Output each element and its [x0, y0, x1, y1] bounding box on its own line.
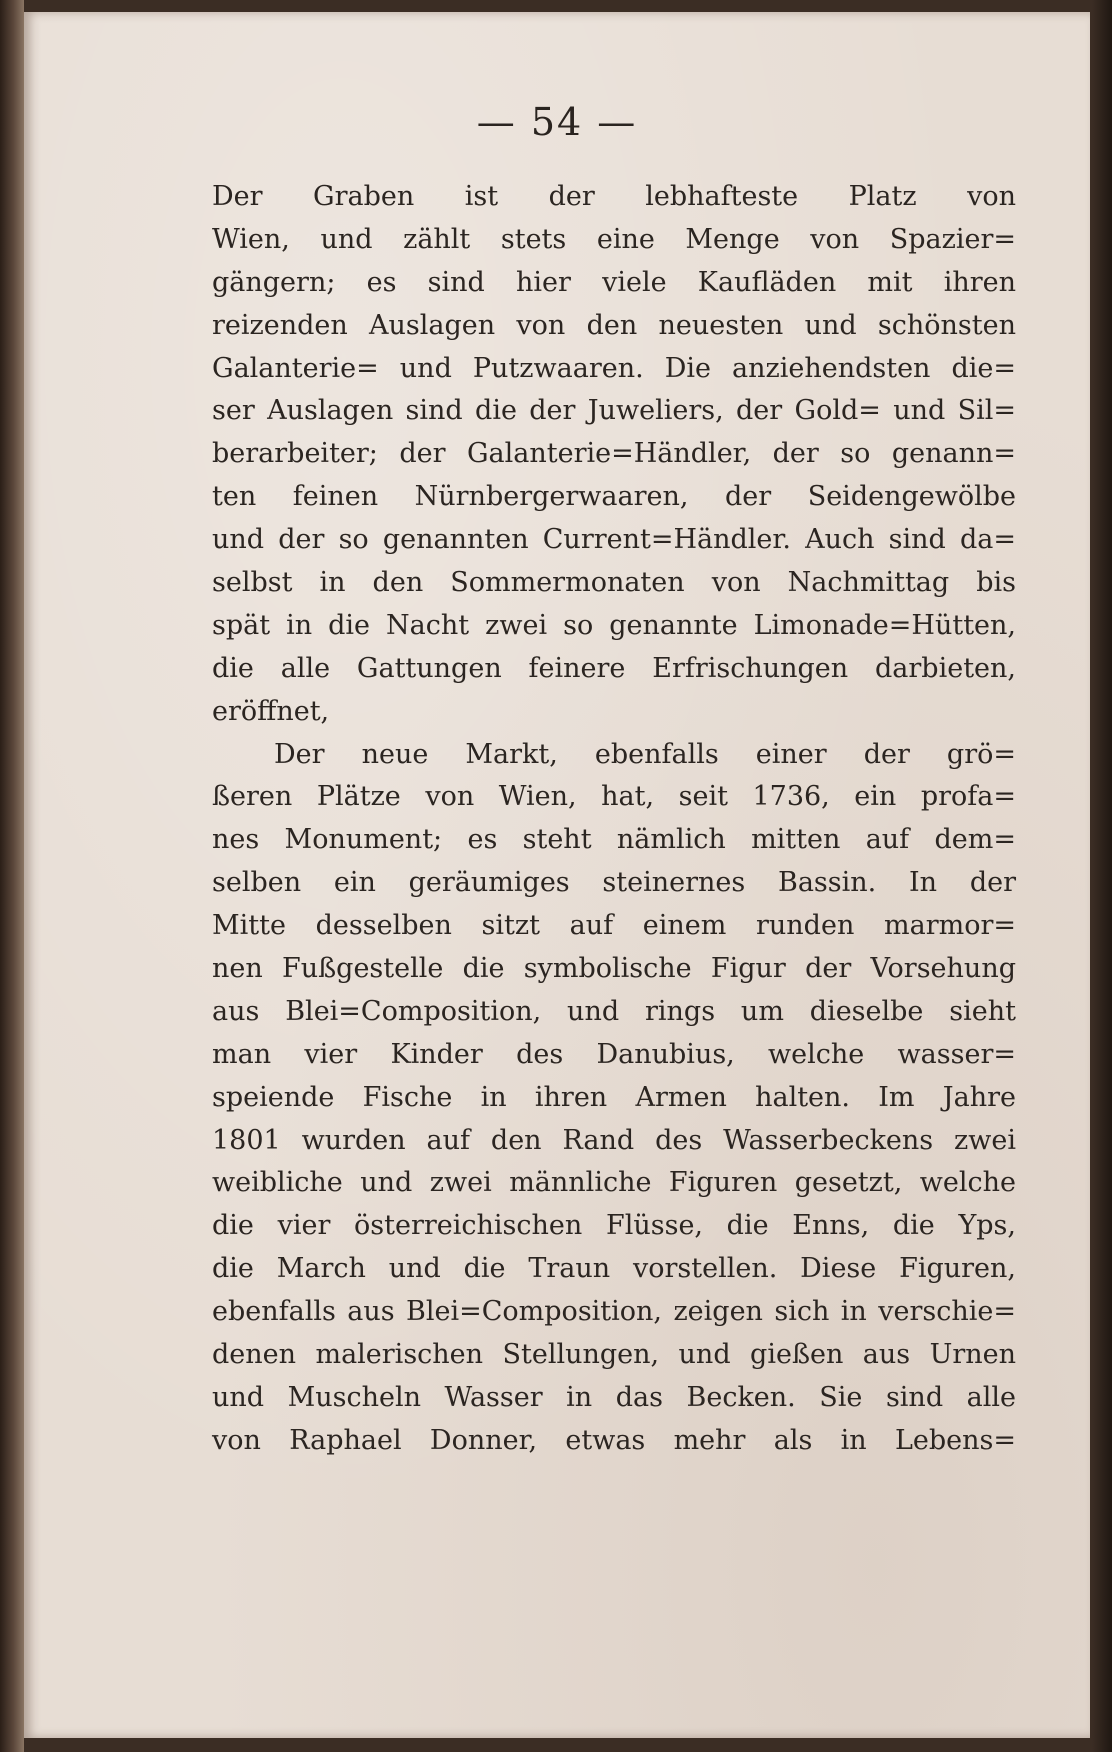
text-line: Der neue Markt, ebenfalls einer der grö=	[274, 738, 1016, 770]
text-line: selbst in den Sommermonaten von Nachmittag bis	[212, 567, 1016, 599]
text-line: die vier österreichischen Flüsse, die Enns, die Yps,	[212, 1210, 1016, 1242]
text-line: spät in die Nacht zwei so genannte Limonade=Hütten,	[212, 609, 1016, 641]
page-number: — 54 —	[476, 100, 638, 144]
text-line: speiende Fische in ihren Armen halten. Im Jahre	[212, 1081, 1016, 1113]
body-text	[212, 176, 1016, 1463]
text-line: eröffnet,	[212, 695, 330, 727]
text-line: ser Auslagen sind die der Juweliers, der Gold= und Sil=	[212, 395, 1016, 427]
paper-page	[24, 12, 1090, 1738]
text-line: von Raphael Donner, etwas mehr als in Lebens=	[212, 1424, 1016, 1456]
text-line: weibliche und zwei männliche Figuren gesetzt, welche	[212, 1167, 1016, 1199]
text-line: die alle Gattungen feinere Erfrischungen darbieten,	[212, 652, 1016, 684]
text-line: man vier Kinder des Danubius, welche wasser=	[212, 1038, 1016, 1070]
text-line: gängern; es sind hier viele Kaufläden mit ihren	[212, 266, 1016, 298]
text-line: ten feinen Nürnbergerwaaren, der Seidengewölbe	[212, 481, 1016, 513]
text-line: berarbeiter; der Galanterie=Händler, der so genann=	[212, 438, 1016, 470]
text-line: denen malerischen Stellungen, und gießen aus Urnen	[212, 1339, 1016, 1371]
text-line: nes Monument; es steht nämlich mitten auf dem=	[212, 824, 1016, 856]
text-line: ebenfalls aus Blei=Composition, zeigen sich in verschie=	[212, 1296, 1016, 1328]
text-line: selben ein geräumiges steinernes Bassin. In der	[212, 867, 1016, 899]
text-line: Der Graben ist der lebhafteste Platz von	[212, 181, 1016, 212]
text-line: Galanterie= und Putzwaaren. Die anziehendsten die=	[212, 352, 1016, 384]
text-line: nen Fußgestelle die symbolische Figur der Vorsehung	[212, 953, 1016, 985]
book-right-edge	[1092, 0, 1112, 1752]
text-line: und der so genannten Current=Händler. Auch sind da=	[212, 524, 1016, 556]
text-line: und Muscheln Wasser in das Becken. Sie sind alle	[212, 1381, 1016, 1413]
text-line: die March und die Traun vorstellen. Diese Figuren,	[212, 1253, 1016, 1285]
text-line: reizenden Auslagen von den neuesten und schönsten	[212, 309, 1016, 341]
text-line: ßeren Plätze von Wien, hat, seit 1736, ein profa=	[212, 781, 1016, 813]
text-line: Wien, und zählt stets eine Menge von Spazier=	[212, 223, 1016, 255]
text-line: Mitte desselben sitzt auf einem runden marmor=	[212, 910, 1016, 942]
text-line: aus Blei=Composition, und rings um dieselbe sieht	[212, 995, 1016, 1027]
book-spine-edge	[0, 0, 24, 1752]
text-line: 1801 wurden auf den Rand des Wasserbeckens zwei	[212, 1124, 1016, 1156]
